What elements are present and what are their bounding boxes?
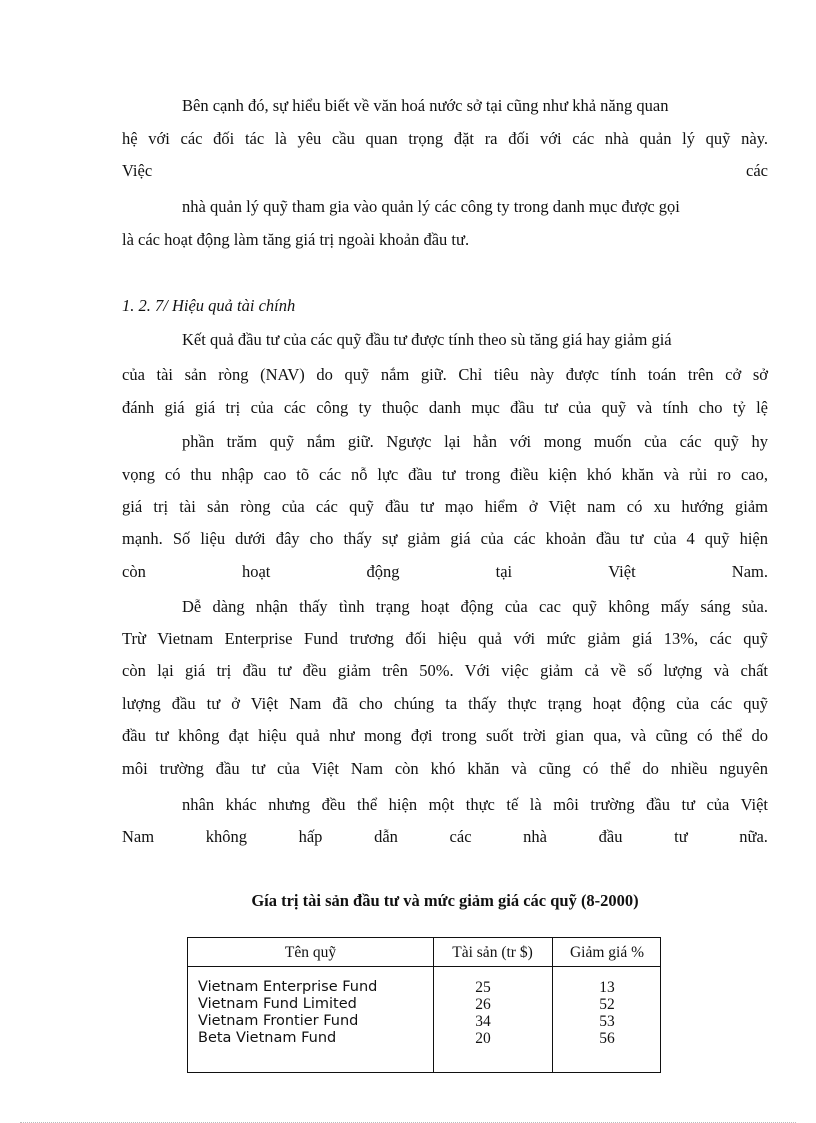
word: tại xyxy=(495,562,513,581)
fund-name-cell: Vietnam Frontier Fund xyxy=(198,1013,359,1029)
paragraph-3-line-2: Trừ Vietnam Enterprise Fund trương đối hiệu quả với mức giảm giá 13%, các quỹ xyxy=(122,629,768,648)
header-assets: Tài sản (tr $) xyxy=(452,944,533,961)
decline-cell: 56 xyxy=(599,1030,615,1047)
assets-cell: 20 xyxy=(475,1030,491,1047)
table-title: Gía trị tài sản đầu tư và mức giảm giá các quỹ (8-2000) xyxy=(251,891,639,910)
paragraph-3-line-5: đầu tư không đạt hiệu quả như mong đợi trong suốt trời gian qua, và cũng có thể do xyxy=(122,726,768,745)
fund-name-cell: Vietnam Fund Limited xyxy=(198,996,357,1012)
word: các xyxy=(449,827,472,846)
paragraph-2-line-2: của tài sản ròng (NAV) do quỹ nắm giữ. Chỉ tiêu này được tính toán trên cở sở xyxy=(122,365,768,384)
word: dẫn xyxy=(374,827,398,846)
fund-name-cell: Beta Vietnam Fund xyxy=(198,1030,337,1046)
paragraph-3-line-6: môi trường đầu tư của Việt Nam còn khó khăn và cũng có thể do nhiều nguyên xyxy=(122,759,768,778)
word: không xyxy=(205,827,247,846)
word: Nam. xyxy=(731,562,768,581)
paragraph-2-line-3: đánh giá giá trị của các công ty thuộc danh mục đầu tư của quỹ và tính cho tỷ lệ xyxy=(122,398,768,417)
paragraph-3-line-7: nhân khác nhưng đều thể hiện một thực tế là môi trường đầu tư của Việt xyxy=(182,795,768,814)
word: các xyxy=(746,161,768,180)
word: động xyxy=(366,562,400,581)
decline-cell: 13 xyxy=(599,979,615,996)
paragraph-2-line-6: giá trị tài sản ròng của các quỹ đầu tư mạo hiểm ở Việt nam có xu hướng giảm xyxy=(122,497,768,516)
word: Việc xyxy=(122,161,153,180)
word: còn xyxy=(122,562,146,581)
paragraph-1-line-5: là các hoạt động làm tăng giá trị ngoài khoản đầu tư. xyxy=(122,230,470,249)
assets-cell: 34 xyxy=(475,1013,491,1030)
header-divider xyxy=(188,966,660,967)
paragraph-2-line-7: mạnh. Số liệu dưới đây cho thấy sự giảm giá của các khoản đầu tư của 4 quỹ hiện xyxy=(122,529,768,548)
paragraph-3-line-8 xyxy=(122,827,768,847)
header-decline: Giảm giá % xyxy=(569,944,645,961)
assets-cell: 25 xyxy=(475,979,491,996)
word: đầu xyxy=(598,827,623,846)
word: Nam xyxy=(122,827,155,846)
assets-cell: 26 xyxy=(475,996,491,1013)
word: Việt xyxy=(608,562,636,581)
assets-column xyxy=(433,979,533,1047)
paragraph-2-line-4: phần trăm quỹ nắm giữ. Ngược lại hẳn với mong muốn của các quỹ hy xyxy=(182,432,768,451)
header-fund-name: Tên quỹ xyxy=(284,944,337,961)
fund-name-cell: Vietnam Enterprise Fund xyxy=(198,979,378,995)
paragraph-2-line-5: vọng có thu nhập cao tõ các nỗ lực đầu tư trong điều kiện khó khăn và rủi ro cao, xyxy=(122,465,768,484)
paragraph-1-line-2: hệ với các đối tác là yêu cầu quan trọng đặt ra đối với các nhà quản lý quỹ này. xyxy=(122,129,768,148)
decline-cell: 52 xyxy=(599,996,615,1013)
section-heading: 1. 2. 7/ Hiệu quả tài chính xyxy=(122,296,296,315)
paragraph-3-line-4: lượng đầu tư ở Việt Nam đã cho chúng ta thấy thực trạng hoạt động của các quỹ xyxy=(122,694,768,713)
word: nữa. xyxy=(739,827,768,846)
paragraph-1-line-1: Bên cạnh đó, sự hiểu biết về văn hoá nước sở tại cũng như khả năng quan xyxy=(182,96,669,115)
fund-table xyxy=(187,937,661,1073)
paragraph-1-line-3 xyxy=(122,161,768,181)
paragraph-2-line-1: Kết quả đầu tư của các quỹ đầu tư được tính theo sù tăng giá hay giảm giá xyxy=(182,330,672,349)
word: nhà xyxy=(523,827,547,846)
word: hấp xyxy=(298,827,323,846)
paragraph-3-line-3: còn lại giá trị đầu tư đều giảm trên 50%. Với việc giảm cả về số lượng và chất xyxy=(122,661,768,680)
decline-column xyxy=(552,979,662,1047)
word: tư xyxy=(674,827,688,846)
decline-cell: 53 xyxy=(599,1013,615,1030)
fund-name-column xyxy=(198,979,433,1047)
paragraph-2-line-8 xyxy=(122,562,768,582)
word: hoạt xyxy=(241,562,271,581)
paragraph-1-line-4: nhà quản lý quỹ tham gia vào quản lý các công ty trong danh mục được gọi xyxy=(182,197,680,216)
paragraph-3-line-1: Dễ dàng nhận thấy tình trạng hoạt động của cac quỹ không mấy sáng sủa. xyxy=(182,597,768,616)
